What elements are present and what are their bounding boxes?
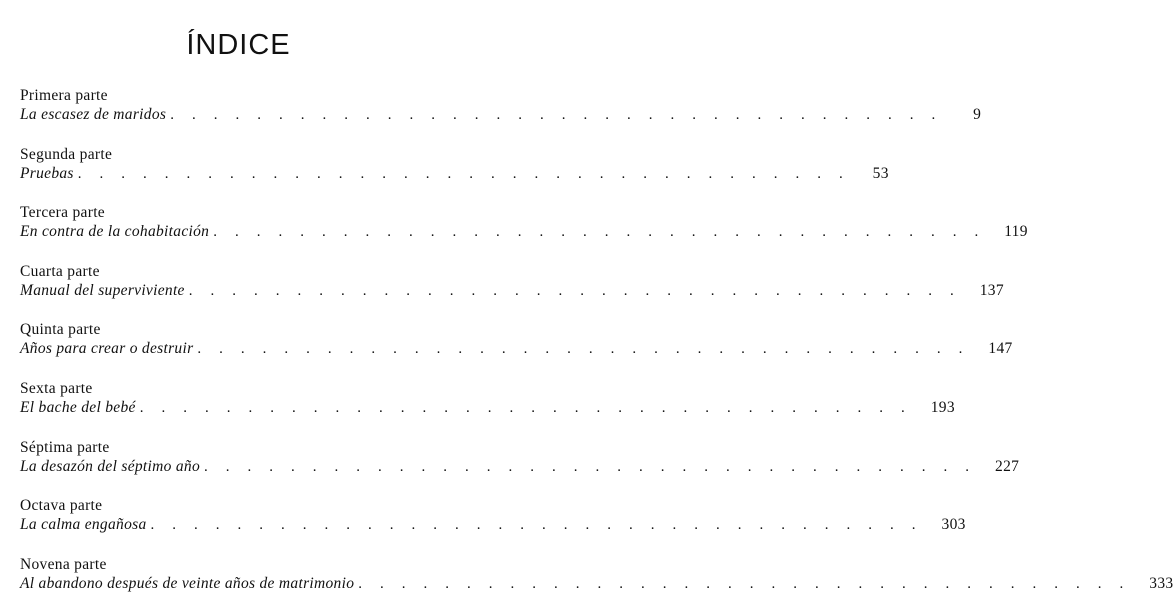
table-of-contents <box>20 86 1173 613</box>
toc-line <box>20 457 1020 477</box>
dot-leader: .................................... <box>150 517 934 534</box>
toc-entry <box>20 496 966 555</box>
part-label: Séptima parte <box>20 438 110 456</box>
toc-line <box>20 164 889 184</box>
page-number: 119 <box>1004 223 1028 241</box>
chapter-title: Al abandono después de veinte años de matrimonio <box>20 574 355 592</box>
toc-line <box>20 222 1028 242</box>
page-number: 227 <box>995 457 1020 475</box>
part-label: Octava parte <box>20 497 103 515</box>
toc-entry <box>20 203 1028 262</box>
dot-leader: .................................... <box>77 165 861 182</box>
part-label: Sexta parte <box>20 379 93 397</box>
page-number: 147 <box>988 340 1013 358</box>
toc-entry <box>20 555 1173 613</box>
chapter-title: El bache del bebé <box>20 398 136 416</box>
toc-entry <box>20 438 1020 497</box>
part-label: Novena parte <box>20 555 107 573</box>
toc-line <box>20 105 982 125</box>
toc-entry <box>20 145 889 204</box>
chapter-title: Años para crear o destruir <box>20 340 194 358</box>
dot-leader: .................................... <box>188 282 972 299</box>
dot-leader: .................................... <box>358 575 1142 592</box>
page-number: 53 <box>872 164 889 182</box>
toc-line <box>20 398 955 418</box>
page-number: 137 <box>979 281 1004 299</box>
dot-leader: .................................... <box>170 107 954 123</box>
page-number: 9 <box>973 106 982 123</box>
chapter-title: Manual del superviviente <box>20 281 185 299</box>
chapter-title: La escasez de maridos <box>20 106 167 123</box>
part-label: Primera parte <box>20 87 108 104</box>
chapter-title: La calma engañosa <box>20 516 147 534</box>
dot-leader: .................................... <box>139 399 923 416</box>
part-label: Cuarta parte <box>20 262 100 280</box>
chapter-title: En contra de la cohabitación <box>20 223 210 241</box>
part-label: Segunda parte <box>20 145 113 163</box>
dot-leader: .................................... <box>204 458 988 475</box>
page-title: ÍNDICE <box>186 29 291 62</box>
part-label: Tercera parte <box>20 204 105 222</box>
dot-leader: .................................... <box>197 341 981 358</box>
page-number: 193 <box>930 398 955 416</box>
toc-line <box>20 574 1173 594</box>
dot-leader: .................................... <box>213 224 997 241</box>
toc-entry <box>20 320 1013 379</box>
toc-line <box>20 339 1013 359</box>
toc-entry <box>20 86 982 145</box>
chapter-title: La desazón del séptimo año <box>20 457 201 475</box>
chapter-title: Pruebas <box>20 164 74 182</box>
toc-entry <box>20 379 955 438</box>
page-number: 333 <box>1149 574 1173 592</box>
toc-line <box>20 281 1004 301</box>
part-label: Quinta parte <box>20 321 101 339</box>
page-number: 303 <box>941 516 966 534</box>
toc-entry <box>20 262 1004 321</box>
toc-line <box>20 515 966 535</box>
